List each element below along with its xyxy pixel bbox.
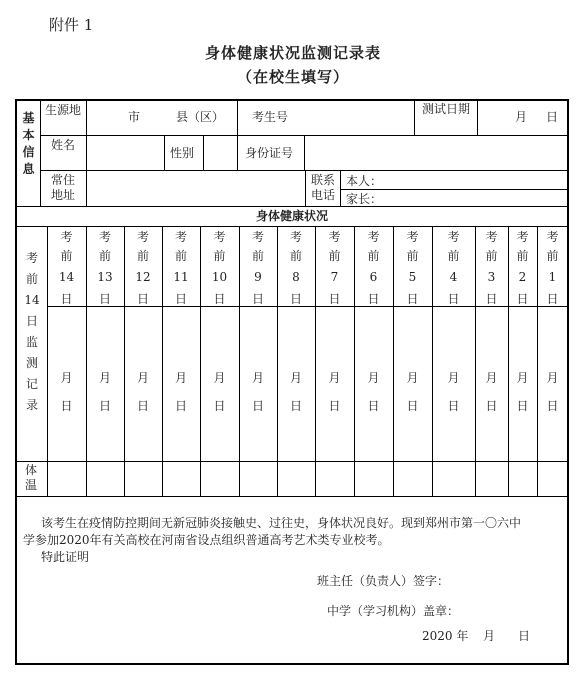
month-word: 月	[213, 371, 226, 385]
statement-line-1: 该考生在疫情防控期间无新冠肺炎接触史、过往史，身体状况良好。现到郑州市第一〇六中	[41, 516, 522, 530]
day-number: 8	[292, 270, 300, 284]
day-suffix: 日	[213, 292, 226, 306]
day-suffix: 日	[367, 292, 380, 306]
day-prefix-1: 考	[174, 230, 187, 244]
phone-label: 联系电话	[310, 173, 335, 202]
month-word: 月	[406, 371, 419, 385]
day-suffix: 日	[328, 292, 341, 306]
day-prefix-2: 前	[328, 249, 341, 263]
day-suffix: 日	[447, 292, 460, 306]
month-word: 月	[485, 371, 498, 385]
day-prefix-1: 考	[406, 230, 419, 244]
day-prefix-2: 前	[174, 249, 187, 263]
month-word: 月	[251, 371, 264, 385]
day-column	[200, 226, 239, 461]
test-month-label: 月	[515, 110, 528, 124]
exam-no-label: 考生号	[252, 110, 289, 124]
month-word: 月	[289, 371, 302, 385]
day-number: 11	[173, 270, 189, 284]
statement-line-2: 学参加2020年有关高校在河南省设点组织普通高考艺术类专业校考。	[23, 533, 390, 547]
phone-self-label: 本人：	[346, 174, 383, 188]
day-suffix: 日	[485, 292, 498, 306]
form-subtitle: （在校生填写）	[236, 68, 349, 86]
day-number: 9	[254, 270, 262, 284]
day-column	[393, 226, 432, 461]
day-word: 日	[174, 399, 187, 413]
day-prefix-2: 前	[367, 249, 380, 263]
day-number: 3	[487, 270, 496, 284]
day-prefix-2: 前	[447, 249, 460, 263]
origin-city-label: 市	[128, 110, 141, 124]
record-label: 考前14日监测记录	[24, 251, 40, 412]
month-word: 月	[546, 371, 559, 385]
date-month-label: 月	[483, 629, 496, 643]
gender-label: 性别	[170, 146, 195, 160]
day-word: 日	[516, 399, 529, 413]
school-stamp-label: 中学（学习机构）盖章：	[327, 604, 460, 618]
day-suffix: 日	[60, 292, 73, 306]
day-prefix-1: 考	[485, 230, 498, 244]
day-word: 日	[60, 399, 73, 413]
day-prefix-1: 考	[98, 230, 111, 244]
day-column	[432, 226, 475, 461]
day-word: 日	[251, 399, 264, 413]
form-title: 身体健康状况监测记录表	[204, 44, 381, 62]
day-prefix-2: 前	[516, 249, 529, 263]
day-prefix-2: 前	[289, 249, 302, 263]
day-column	[354, 226, 393, 461]
month-word: 月	[136, 371, 149, 385]
day-column	[162, 226, 200, 461]
month-word: 月	[516, 371, 529, 385]
day-word: 日	[546, 399, 559, 413]
date-year-label: 2020 年	[422, 629, 469, 643]
day-column	[277, 226, 315, 461]
day-suffix: 日	[546, 292, 559, 306]
day-prefix-2: 前	[485, 249, 498, 263]
month-word: 月	[367, 371, 380, 385]
day-word: 日	[289, 399, 302, 413]
day-prefix-2: 前	[251, 249, 264, 263]
day-prefix-1: 考	[516, 230, 529, 244]
day-prefix-2: 前	[213, 249, 226, 263]
day-suffix: 日	[136, 292, 149, 306]
day-suffix: 日	[174, 292, 187, 306]
temperature-label: 体温	[24, 463, 37, 492]
day-column	[86, 226, 124, 461]
day-prefix-1: 考	[60, 230, 73, 244]
day-column	[537, 226, 568, 461]
day-column	[315, 226, 354, 461]
month-word: 月	[60, 371, 73, 385]
day-suffix: 日	[516, 292, 529, 306]
day-word: 日	[367, 399, 380, 413]
id-number-label: 身份证号	[245, 146, 294, 160]
day-suffix: 日	[406, 292, 419, 306]
day-word: 日	[213, 399, 226, 413]
basic-info-section-label: 基本信息	[22, 111, 35, 176]
day-word: 日	[447, 399, 460, 413]
test-date-label: 测试日期	[421, 102, 470, 116]
day-word: 日	[136, 399, 149, 413]
health-section-title: 身体健康状况	[255, 209, 328, 223]
month-word: 月	[174, 371, 187, 385]
day-word: 日	[406, 399, 419, 413]
day-number: 6	[369, 270, 378, 284]
attachment-label: 附件 1	[49, 16, 94, 34]
day-prefix-2: 前	[98, 249, 111, 263]
day-number: 13	[97, 270, 113, 284]
address-label: 常住地址	[50, 173, 75, 202]
day-prefix-2: 前	[546, 249, 559, 263]
day-column	[47, 226, 86, 461]
day-number: 7	[330, 270, 339, 284]
name-label: 姓名	[50, 138, 75, 152]
day-number: 2	[518, 270, 527, 284]
day-word: 日	[98, 399, 111, 413]
day-column	[239, 226, 277, 461]
day-prefix-1: 考	[367, 230, 380, 244]
statement-line-3: 特此证明	[41, 550, 90, 564]
test-day-label: 日	[546, 110, 559, 124]
day-word: 日	[328, 399, 341, 413]
day-prefix-1: 考	[546, 230, 559, 244]
day-number: 5	[408, 270, 417, 284]
day-number: 14	[58, 270, 75, 284]
day-number: 1	[548, 270, 557, 284]
day-prefix-1: 考	[251, 230, 264, 244]
day-prefix-2: 前	[60, 249, 73, 263]
day-prefix-1: 考	[328, 230, 341, 244]
day-prefix-1: 考	[447, 230, 460, 244]
phone-parent-label: 家长：	[346, 192, 383, 206]
day-prefix-2: 前	[406, 249, 419, 263]
date-day-label: 日	[518, 629, 531, 643]
day-prefix-1: 考	[213, 230, 226, 244]
day-suffix: 日	[251, 292, 264, 306]
origin-label: 生源地	[44, 103, 81, 117]
day-column	[475, 226, 508, 461]
day-suffix: 日	[98, 292, 111, 306]
month-word: 月	[98, 371, 111, 385]
origin-county-label: 县（区）	[176, 110, 225, 124]
month-word: 月	[328, 371, 341, 385]
day-number: 10	[211, 270, 228, 284]
month-word: 月	[447, 371, 460, 385]
day-number: 12	[135, 270, 151, 284]
day-prefix-1: 考	[289, 230, 302, 244]
day-word: 日	[485, 399, 498, 413]
day-suffix: 日	[289, 292, 302, 306]
day-prefix-2: 前	[136, 249, 149, 263]
teacher-signature-label: 班主任（负责人）签字：	[317, 574, 450, 588]
day-prefix-1: 考	[136, 230, 149, 244]
day-column	[508, 226, 537, 461]
day-column	[124, 226, 162, 461]
day-number: 4	[449, 270, 458, 284]
